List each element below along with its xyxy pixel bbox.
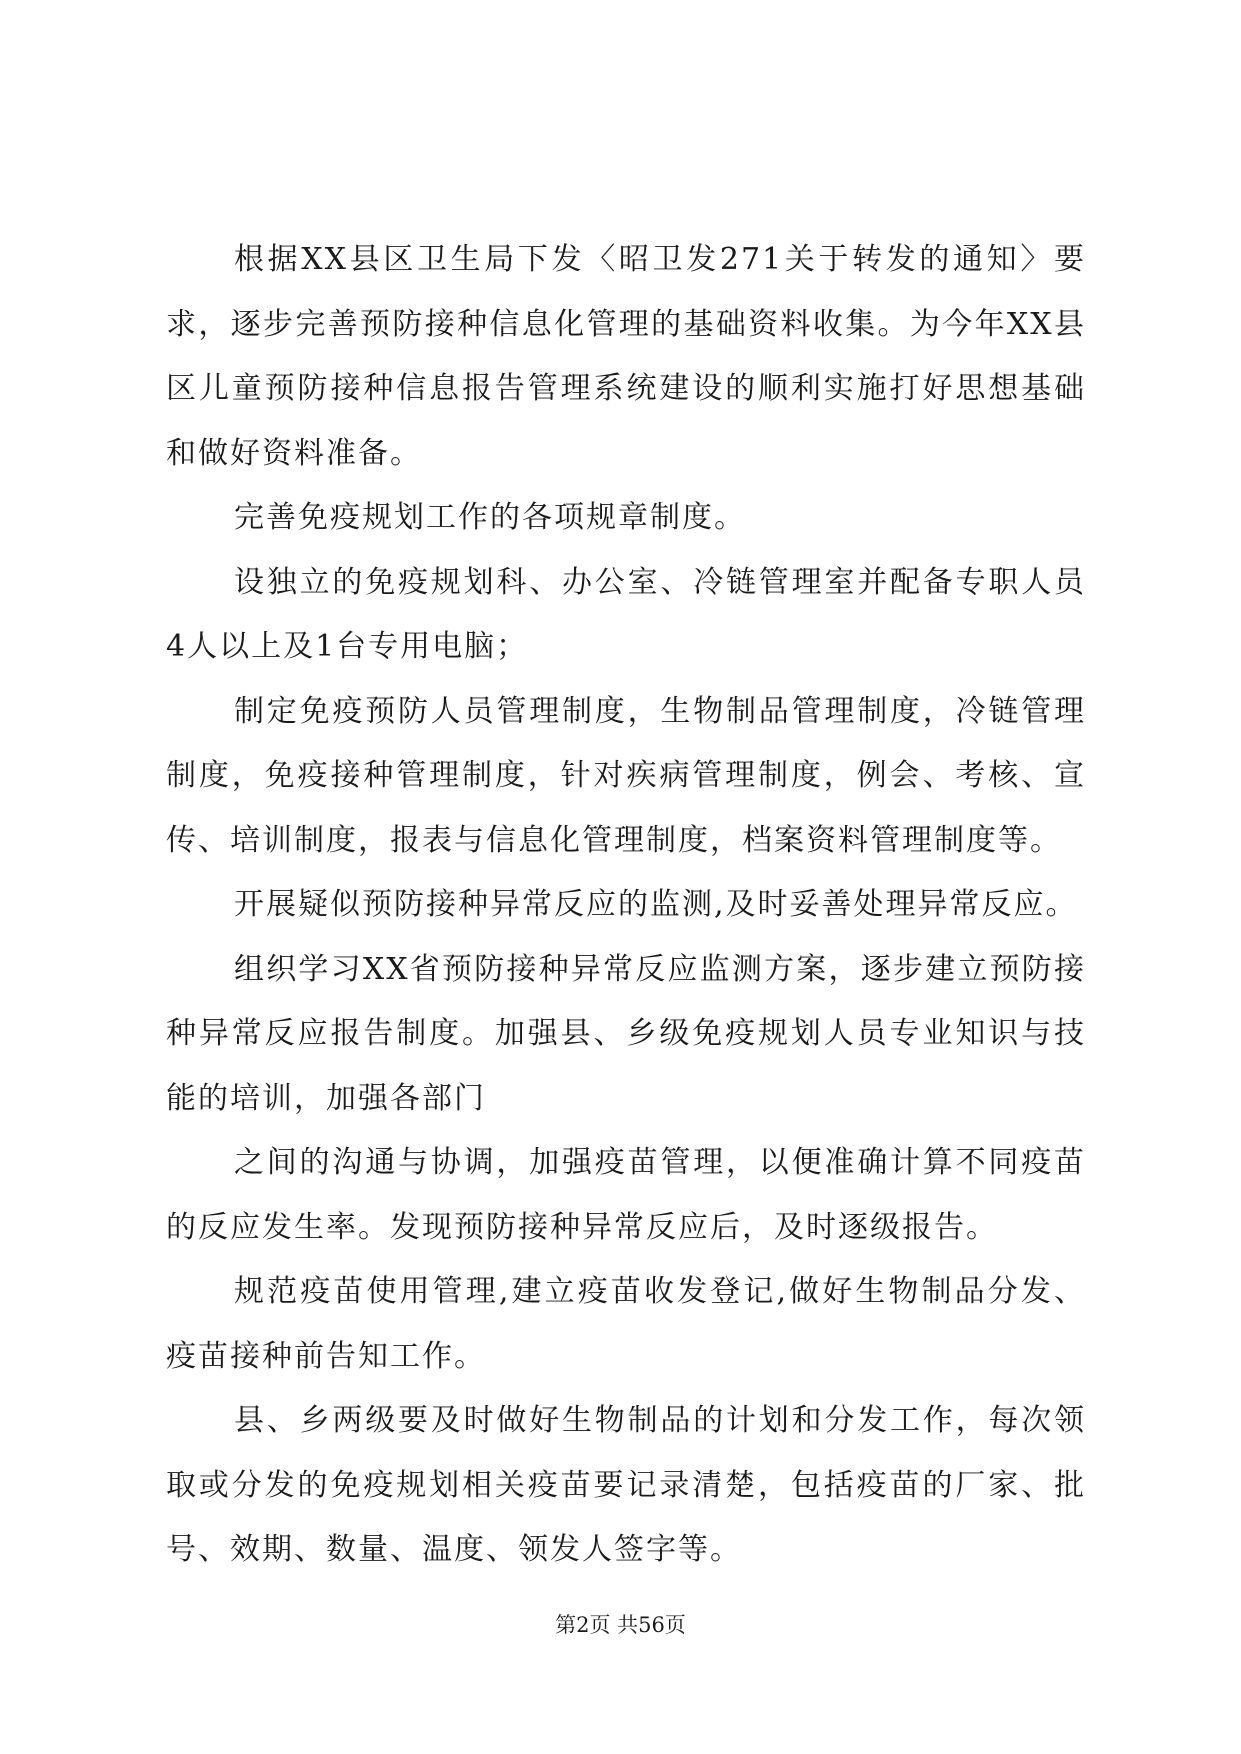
paragraph: 规范疫苗使用管理,建立疫苗收发登记,做好生物制品分发、疫苗接种前告知工作。 [166, 1274, 1086, 1374]
paragraph: 完善免疫规划工作的各项规章制度。 [234, 500, 746, 535]
page-number-footer: 第2页 共56页 [555, 1613, 686, 1637]
paragraph: 组织学习XX省预防接种异常反应监测方案，逐步建立预防接种异常反应报告制度。加强县、乡级免疫规划人员专业知识与技能的培训，加强各部门 [166, 951, 1086, 1116]
paragraph: 开展疑似预防接种异常反应的监测,及时妥善处理异常反应。 [234, 887, 1078, 922]
paragraph: 制定免疫预防人员管理制度，生物制品管理制度，冷链管理制度，免疫接种管理制度，针对疾病管理制度，例会、考核、宣传、培训制度，报表与信息化管理制度，档案资料管理制度等。 [166, 693, 1086, 858]
paragraph: 设独立的免疫规划科、办公室、冷链管理室并配备专职人员4人以上及1台专用电脑； [166, 564, 1086, 664]
paragraph: 根据XX县区卫生局下发〈昭卫发271关于转发的通知〉要求，逐步完善预防接种信息化管理的基础资料收集。为今年XX县区儿童预防接种信息报告管理系统建设的顺利实施打好思想基础和做好资料准备。 [166, 242, 1086, 471]
document-body [166, 228, 1086, 1583]
paragraph: 之间的沟通与协调，加强疫苗管理，以便准确计算不同疫苗的反应发生率。发现预防接种异常反应后，及时逐级报告。 [166, 1145, 1086, 1245]
paragraph: 县、乡两级要及时做好生物制品的计划和分发工作，每次领取或分发的免疫规划相关疫苗要记录清楚，包括疫苗的厂家、批号、效期、数量、温度、领发人签字等。 [166, 1403, 1086, 1567]
